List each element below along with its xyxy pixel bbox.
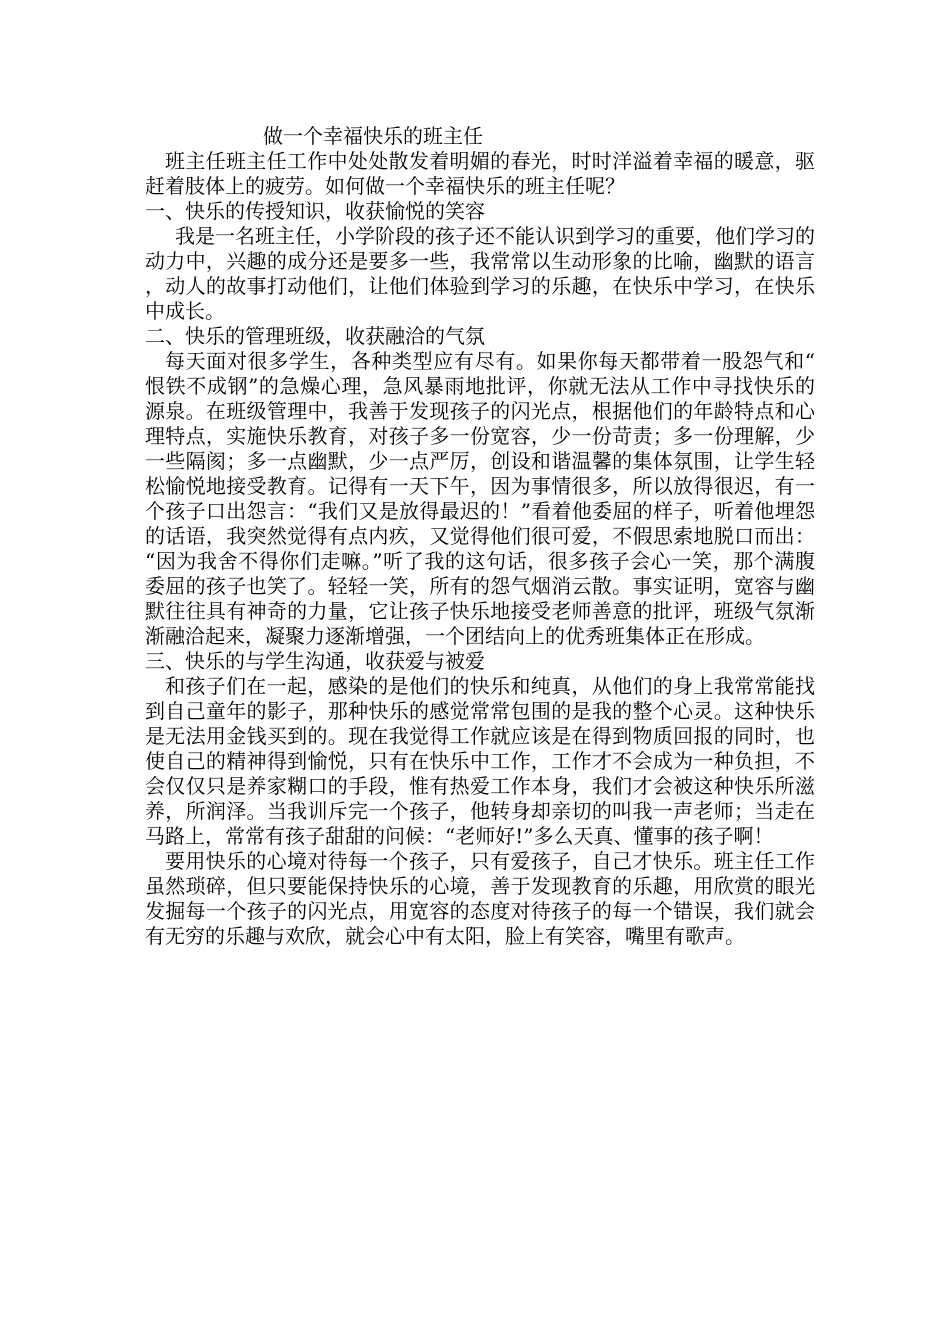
section-3-paragraph: 和孩子们在一起，感染的是他们的快乐和纯真，从他们的身上我常常能找到自己童年的影子，那种快乐的感觉常常包围的是我的整个心灵。这种快乐是无法用金钱买到的。现在我觉得工作就应该是在得到物质回报的同时，也使自己的精神得到愉悦，只有在快乐中工作，工作才不会成为一种负担，不会仅仅只是养家糊口的手段，惟有热爱工作本身，我们才会被这种快乐所滋养，所润泽。当我训斥完一个孩子，他转身却亲切的叫我一声老师；当走在马路上，常常有孩子甜甜的问候：“老师好!”多么天真、懂事的孩子啊！	[145, 674, 815, 848]
section-1-heading: 一、快乐的传授知识，收获愉悦的笑容	[145, 199, 485, 223]
document-page	[145, 124, 815, 949]
conclusion-paragraph: 要用快乐的心境对待每一个孩子，只有爱孩子，自己才快乐。班主任工作虽然琐碎，但只要能保持快乐的心境，善于发现教育的乐趣，用欣赏的眼光发掘每一个孩子的闪光点，用宽容的态度对待孩子的每一个错误，我们就会有无穷的乐趣与欢欣，就会心中有太阳，脸上有笑容，嘴里有歌声。	[145, 849, 815, 948]
intro-paragraph: 班主任班主任工作中处处散发着明媚的春光，时时洋溢着幸福的暖意，驱赶着肢体上的疲劳。如何做一个幸福快乐的班主任呢？	[145, 149, 815, 198]
section-3-heading: 三、快乐的与学生沟通，收获爱与被爱	[145, 649, 485, 673]
section-2-heading: 二、快乐的管理班级，收获融洽的气氛	[145, 324, 485, 348]
document-title: 做一个幸福快乐的班主任	[263, 124, 483, 148]
section-2-paragraph: 每天面对很多学生，各种类型应有尽有。如果你每天都带着一股怨气和“恨铁不成钢”的急燥心理，急风暴雨地批评，你就无法从工作中寻找快乐的源泉。在班级管理中，我善于发现孩子的闪光点，根据他们的年龄特点和心理特点，实施快乐教育，对孩子多一份宽容，少一份苛责；多一份理解，少一些隔阂；多一点幽默，少一点严厉，创设和谐温馨的集体氛围，让学生轻松愉悦地接受教育。记得有一天下午，因为事情很多，所以放得很迟，有一个孩子口出怨言：“我们又是放得最迟的！”看着他委屈的样子，听着他埋怨的话语，我突然觉得有点内疚，又觉得他们很可爱，不假思索地脱口而出：“因为我舍不得你们走嘛。”听了我的这句话，很多孩子会心一笑，那个满腹委屈的孩子也笑了。轻轻一笑，所有的怨气烟消云散。事实证明，宽容与幽默往往具有神奇的力量，它让孩子快乐地接受老师善意的批评，班级气氛渐渐融洽起来，凝聚力逐渐增强，一个团结向上的优秀班集体正在形成。	[145, 349, 815, 648]
section-1-paragraph: 我是一名班主任，小学阶段的孩子还不能认识到学习的重要，他们学习的动力中，兴趣的成分还是要多一些，我常常以生动形象的比喻，幽默的语言，动人的故事打动他们，让他们体验到学习的乐趣，在快乐中学习，在快乐中成长。	[145, 224, 815, 323]
